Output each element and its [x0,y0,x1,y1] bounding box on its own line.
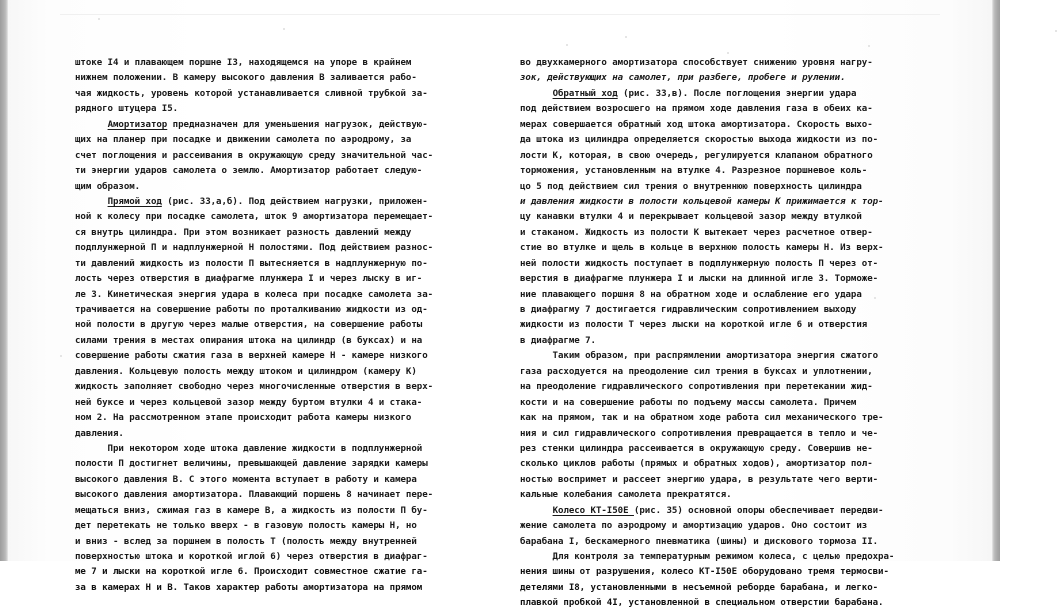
text-line: рядного штуцера I5. [75,104,179,115]
text-line: нения шины от разрушения, колесо КТ-I50Е оборудовано тремя термосви- [520,567,889,578]
text-line: щим образом. [75,181,141,192]
text-line: ся внутрь цилиндра. При этом возникает разность давлений между [75,227,412,238]
text-line: Колесо КТ-I50Е (рис. 35) основной опоры обеспечивает передви- [552,505,884,516]
text-line: стие во втулке и щель в кольце в верхнюю полость камеры Н. Из верх- [520,243,884,254]
text-line: ностью воспримет и рассеет энергию удара, в результате чего верти- [520,474,879,485]
text-line: мещаться вниз, сжимая газ в камере В, а жидкость из полости П бу- [75,505,428,516]
text-line: высокого давления В. С этого момента вступает в работу и камера [75,474,417,485]
scanner-speck [874,297,876,299]
text-line: дет перетекать не только вверх - в газовую полость камеры Н, но [75,521,417,532]
text-line: сколько циклов работы (прямых и обратных ходов), амортизатор пол- [520,459,873,470]
text-line: рез стенки цилиндра рассеивается в окружающую среду. Совершив не- [520,443,873,454]
text-line: за в камерах Н и В. Таков характер работы амортизатора на прямом [75,582,423,593]
text-line: цо 5 под действием сил трения о внутреннюю поверхность цилиндра [520,181,862,192]
text-line: штоке I4 и плавающем поршне I3, находящемся на упоре в крайнем [75,58,412,68]
scan-top-band [60,14,940,15]
text-line: Обратный ход (рис. 33,в). После поглощения энергии удара [552,88,857,99]
text-line: ние плавающего поршня 8 на обратном ходе и ослабление его удара [520,289,862,300]
text-line: ной к колесу при посадке самолета, шток 9 амортизатора перемещает- [75,212,434,223]
scanner-speck [566,44,568,46]
underlined-term: Прямой ход [107,196,162,207]
text-line: ле 3. Кинетическая энергия удара в колеса при посадке самолета за- [75,289,434,300]
text-line: в диафрагме 7. [520,335,596,346]
text-line: полости П достигнет величины, превышающей давление зарядки камеры [75,459,428,470]
text-line: барабана I, бескамерного пневматика (шины) и дискового тормоза II. [520,536,879,547]
text-line: зок, действующих на самолет, при разбеге, пробеге и рулении. [520,73,846,84]
text-line: Прямой ход (рис. 33,а,б). Под действием нагрузки, приложен- [107,196,428,207]
text-line: силами трения в местах опирания штока на цилиндр (в буксах) и на [75,335,423,346]
text-line: поверхностью штока и короткой иглой 6) через отверстия в диафраг- [75,552,428,562]
text-column-right [520,56,941,612]
scan-left-edge-shadow [0,0,8,561]
scanner-speck [60,355,62,357]
text-line: совершение работы сжатия газа в верхней камере Н - камере низкого [75,351,428,362]
text-line: Для контроля за температурным режимом колеса, с целью предохра- [520,552,895,562]
text-line: в диафрагму 7 достигается гидравлическим сопротивлением выходу [520,305,857,315]
text-line: Таким образом, при распрямлении амортизатора энергия сжатого [520,351,879,362]
text-line: давления. [75,428,124,439]
text-line: ния и сил гидравлического сопротивления превращается в тепло и че- [520,428,879,439]
text-line: цу канавки втулки 4 и перекрывает кольцевой зазор между втулкой [520,212,862,223]
text-line: счет поглощения и рассеивания в окружающую среду значительной час- [75,150,434,161]
scanner-speck [283,28,285,30]
text-line: под действием возросшего на прямом ходе давления газа в обеих ка- [520,104,873,115]
underlined-term: Колесо КТ-I50Е [552,505,634,516]
text-line: мерах совершается обратный ход штока амортизатора. Скорость выхо- [520,119,873,130]
text-line: во двухкамерного амортизатора способствует снижению уровня нагру- [520,58,873,68]
text-line: газа расходуется на преодоление сил трения в буксах и уплотнении, [520,366,873,377]
text-line: кальные колебания самолета прекратятся. [520,490,732,501]
text-line: как на прямом, так и на обратном ходе работа сил механического тре- [520,413,884,424]
scanner-speck [868,45,870,47]
scanner-speck [727,52,729,54]
text-line: лости К, которая, в свою очередь, регулируется клапаном обратного [520,150,873,161]
text-line: При некотором ходе штока давление жидкости в подплунжерной [75,443,423,454]
text-line: щих на планер при посадке и движении самолета по аэродрому, за [75,135,412,146]
text-line: да штока из цилиндра определяется скоростью выхода жидкости из по- [520,135,879,146]
text-line: жидкости из полости Т через лыски на короткой игле 6 и отверстия [520,320,868,331]
text-line: и давления жидкости в полости кольцевой камеры К прижимается к тор- [520,196,884,207]
text-line: чая жидкость, уровень которой устанавливается сливной трубкой за- [75,88,428,99]
text-line: подплунжерной П и надплунжерной Н полостями. Под действием разнос- [75,243,434,254]
text-line: лость через отверстия в диафрагме плунжера I и через лыску в иг- [75,274,423,285]
text-line: трачивается на совершение работы по проталкиванию жидкости из од- [75,305,428,315]
text-line: ней полости жидкость поступает в подплунжерную полость П через от- [520,258,879,269]
text-line: жение самолета по аэродрому и амортизацию ударов. Оно состоит из [520,521,868,532]
text-line: ти давлений жидкость из полости П вытесняется в надплунжерную по- [75,258,428,269]
text-line: кости и на совершение работы по подъему массы самолета. Причем [520,397,857,408]
text-column-left [75,56,479,596]
text-line: ме 7 и лыски на короткой игле 6. Происходит совместное сжатие га- [75,567,428,578]
text-line: жидкость заполняет свободно через многочисленные отверстия в верх- [75,382,434,393]
text-line: давления. Кольцевую полость между штоком и цилиндром (камеру К) [75,366,417,377]
scanner-speck [625,36,627,38]
text-line: плавкой пробкой 4I, установленной в специальном отверстии барабана. [520,598,884,609]
text-line: и вниз - вслед за поршнем в полость Т (полость между внутренней [75,536,417,547]
scan-right-edge-shadow [992,0,1000,561]
text-line: нижнем положении. В камеру высокого давления В заливается рабо- [75,73,417,84]
text-line: ти энергии ударов самолета о землю. Амортизатор работает следую- [75,166,423,177]
text-line: Амортизатор предназначен для уменьшения нагрузок, действую- [107,119,428,130]
text-line: и стаканом. Жидкость из полости К вытекает через расчетное отвер- [520,227,873,238]
text-line: детелями I8, установленными в несъемной реборде барабана, и легко- [520,582,879,593]
scanner-speck [98,18,100,20]
text-line: высокого давления амортизатора. Плавающий поршень 8 начинает пере- [75,490,434,501]
text-line: верстия в диафрагме плунжера I и лыски на длинной игле 3. Торможе- [520,274,879,285]
underlined-term: Обратный ход [552,88,618,99]
underlined-term: Амортизатор [107,119,168,130]
text-line: ней буксе и через кольцевой зазор между буртом втулки 4 и стака- [75,397,423,408]
text-line: ном 2. На рассмотренном этапе происходит работа камеры низкого [75,413,412,424]
text-line: ной полости в другую через малые отверстия, на совершение работы [75,320,423,331]
text-line: торможения, установленным на втулке 4. Разрезное поршневое коль- [520,166,868,177]
text-line: на преодоление гидравлического сопротивления при перетекании жид- [520,382,873,393]
